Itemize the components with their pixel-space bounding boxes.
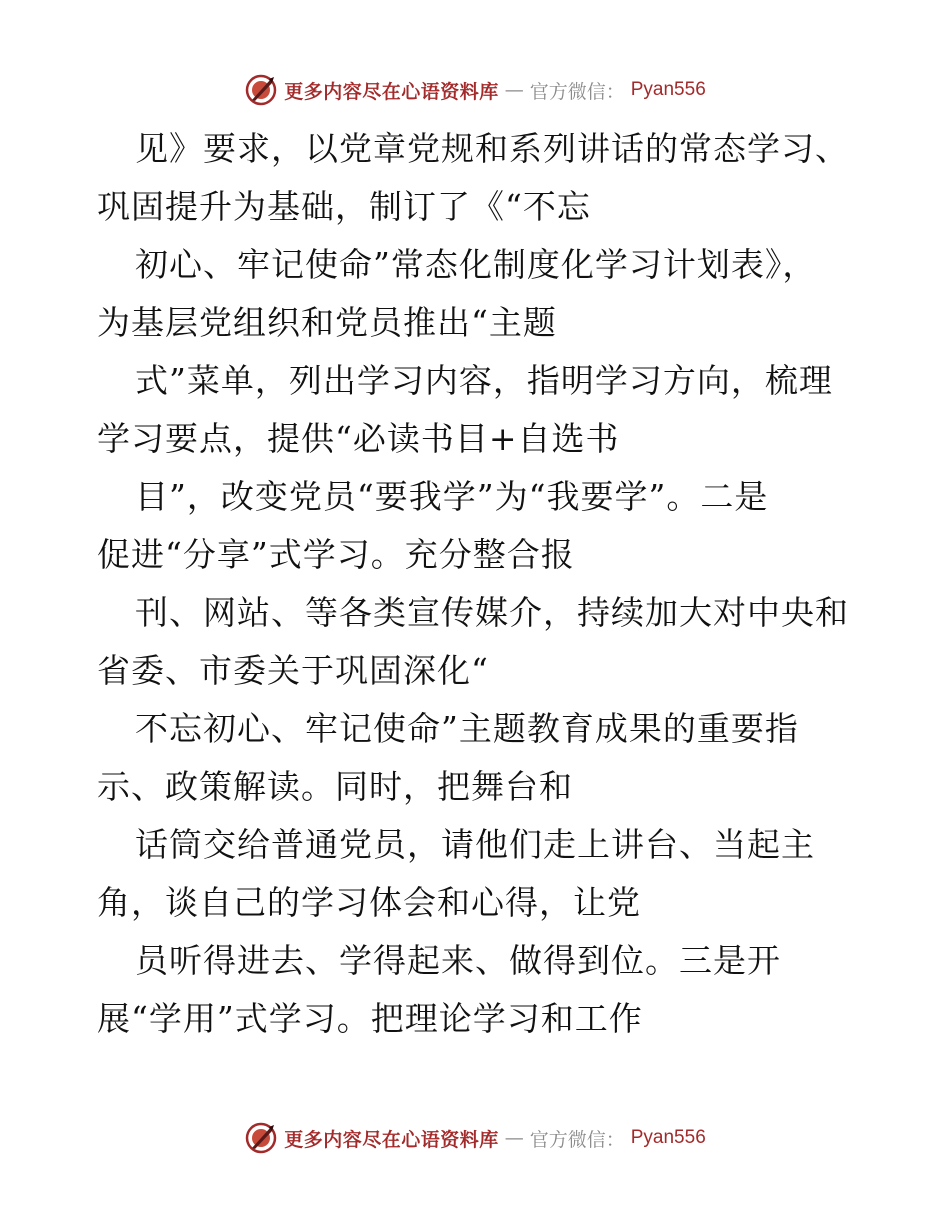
text-line: 促进“分享”式学习。充分整合报 [97, 535, 575, 574]
quill-pen-logo-icon [244, 1121, 278, 1155]
header-wechat-label: 官方微信： [529, 80, 625, 103]
text-line: 员听得进去、学得起来、做得到位。三是开 [135, 941, 781, 980]
footer-wechat-id: Pyan556 [630, 1127, 706, 1148]
text-line: 话筒交给普通党员，请他们走上讲台、当起主 [135, 825, 815, 864]
footer-banner [0, 1118, 950, 1158]
footer-promo-text: 更多内容尽在心语资料库 [284, 1128, 499, 1151]
text-line: 省委、市委关于巩固深化“ [97, 651, 489, 690]
text-line: 刊、网站、等各类宣传媒介，持续加大对中央和 [135, 593, 849, 632]
text-line: 学习要点，提供“必读书目+自选书 [97, 419, 620, 458]
text-line: 展“学用”式学习。把理论学习和工作 [97, 999, 643, 1038]
text-line: 巩固提升为基础，制订了《“不忘 [97, 187, 591, 226]
footer-wechat-label: 官方微信： [529, 1128, 625, 1151]
header-banner [0, 70, 950, 110]
text-line: 为基层党组织和党员推出“主题 [97, 303, 557, 342]
text-line: 角，谈自己的学习体会和心得，让党 [97, 883, 641, 922]
text-line: 示、政策解读。同时，把舞台和 [97, 767, 573, 806]
footer-separator: — [504, 1127, 524, 1149]
header-promo-text: 更多内容尽在心语资料库 [284, 80, 499, 103]
text-line: 初心、牢记使命”常态化制度化学习计划表》， [135, 245, 817, 284]
text-line: 见》要求，以党章党规和系列讲话的常态学习、 [135, 129, 849, 168]
text-line: 不忘初心、牢记使命”主题教育成果的重要指 [135, 709, 799, 748]
header-wechat-id: Pyan556 [630, 79, 706, 100]
text-line: 目”，改变党员“要我学”为“我要学”。二是 [135, 477, 769, 516]
quill-pen-logo-icon [244, 73, 278, 107]
text-line: 式”菜单，列出学习内容，指明学习方向，梳理 [135, 361, 833, 400]
document-body [97, 120, 867, 1048]
header-separator: — [504, 79, 524, 101]
